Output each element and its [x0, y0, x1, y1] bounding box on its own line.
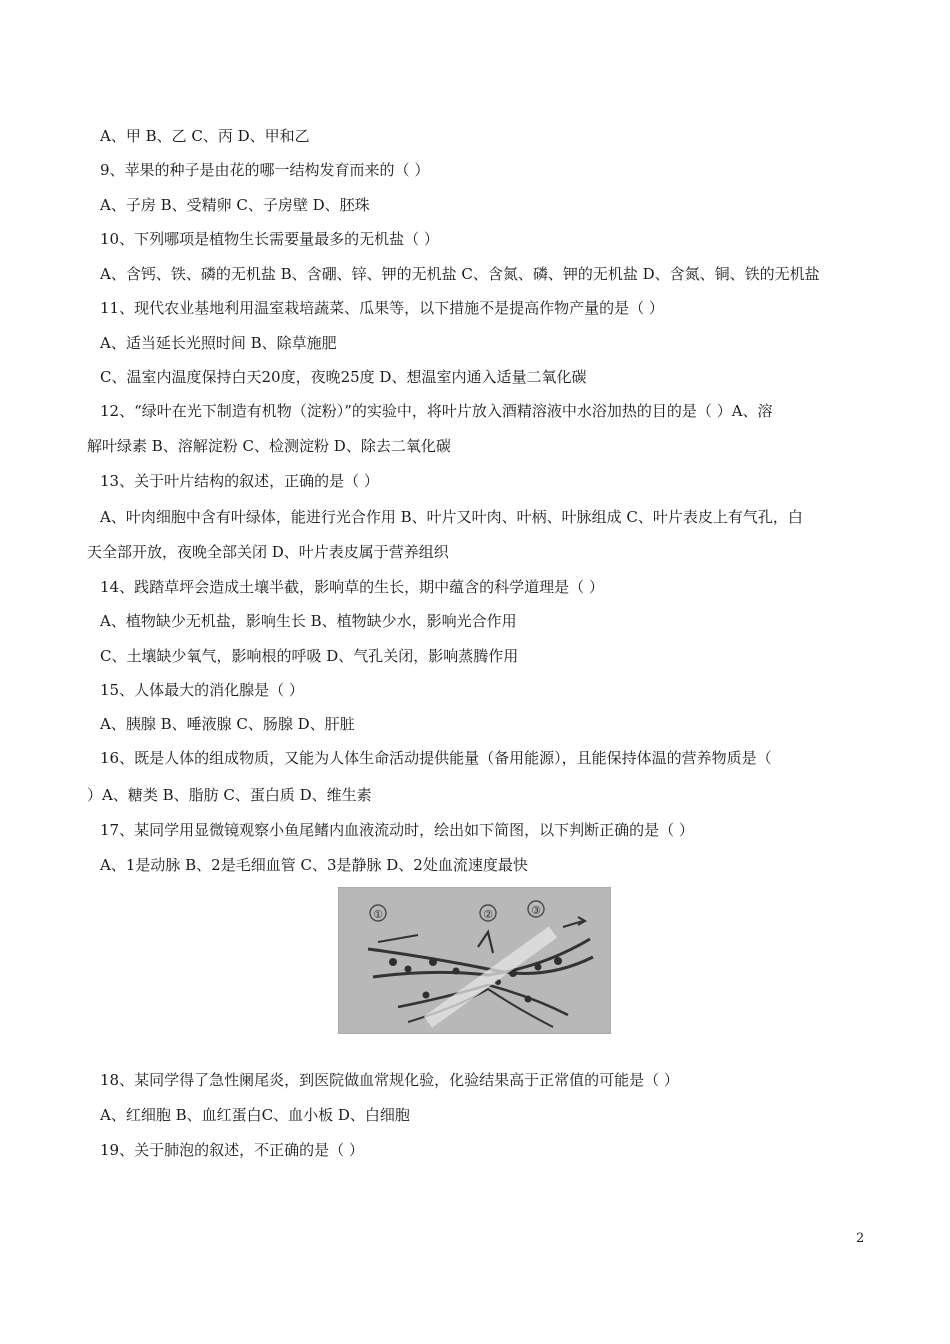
text-line: A、子房 B、受精卵 C、子房壁 D、胚珠 — [100, 196, 370, 214]
question-17: 17、某同学用显微镜观察小鱼尾鳍内血液流动时，绘出如下简图，以下判断正确的是（ ） — [100, 821, 694, 839]
text-line: A、红细胞 B、血红蛋白C、血小板 D、白细胞 — [100, 1106, 410, 1124]
question-13: 13、关于叶片结构的叙述，正确的是（ ） — [100, 472, 379, 490]
question-16: 16、既是人体的组成物质，又能为人体生命活动提供能量（备用能源），且能保持体温的营养物质是（ — [100, 749, 772, 767]
page-number: 2 — [856, 1231, 865, 1246]
figure-label-2: ② — [483, 908, 493, 921]
text-line: A、含钙、铁、磷的无机盐 B、含硼、锌、钾的无机盐 C、含氮、磷、钾的无机盐 D、含氮、铜、铁的无机盐 — [100, 265, 820, 283]
question-14: 14、践踏草坪会造成土壤半截，影响草的生长，期中蕴含的科学道理是（ ） — [100, 578, 604, 596]
question-19: 19、关于肺泡的叙述，不正确的是（ ） — [100, 1141, 364, 1159]
text-line: C、温室内温度保持白天20度，夜晚25度 D、想温室内通入适量二氧化碳 — [100, 368, 587, 386]
text-line: C、土壤缺少氧气，影响根的呼吸 D、气孔关闭，影响蒸腾作用 — [100, 647, 519, 665]
text-line: A、1是动脉 B、2是毛细血管 C、3是静脉 D、2处血流速度最快 — [100, 856, 528, 874]
text-line: A、胰腺 B、唾液腺 C、肠腺 D、肝脏 — [100, 715, 355, 733]
text-line: A、适当延长光照时间 B、除草施肥 — [100, 334, 337, 352]
figure-label-3: ③ — [531, 904, 541, 917]
text-line: A、甲 B、乙 C、丙 D、甲和乙 — [100, 127, 310, 145]
question-15: 15、人体最大的消化腺是（ ） — [100, 681, 304, 699]
text-line: ）A、糖类 B、脂肪 C、蛋白质 D、维生素 — [87, 786, 372, 804]
question-12: 12、“绿叶在光下制造有机物（淀粉）”的实验中，将叶片放入酒精溶液中水浴加热的目的是（ ）A、溶 — [100, 402, 773, 420]
text-line: A、叶肉细胞中含有叶绿体，能进行光合作用 B、叶片又叶肉、叶柄、叶脉组成 C、叶片表皮上有气孔，白 — [100, 508, 803, 526]
text-line: A、植物缺少无机盐，影响生长 B、植物缺少水，影响光合作用 — [100, 612, 517, 630]
fish-tail-blood-flow-figure — [338, 887, 611, 1034]
question-11: 11、现代农业基地利用温室栽培蔬菜、瓜果等，以下措施不是提高作物产量的是（ ） — [100, 299, 664, 317]
text-line: 天全部开放，夜晚全部关闭 D、叶片表皮属于营养组织 — [87, 543, 449, 561]
question-18: 18、某同学得了急性阑尾炎，到医院做血常规化验，化验结果高于正常值的可能是（ ） — [100, 1071, 679, 1089]
question-10: 10、下列哪项是植物生长需要量最多的无机盐（ ） — [100, 230, 439, 248]
text-line: 解叶绿素 B、溶解淀粉 C、检测淀粉 D、除去二氧化碳 — [87, 437, 451, 455]
question-9: 9、苹果的种子是由花的哪一结构发育而来的（ ） — [100, 161, 430, 179]
figure-label-1: ① — [373, 908, 383, 921]
